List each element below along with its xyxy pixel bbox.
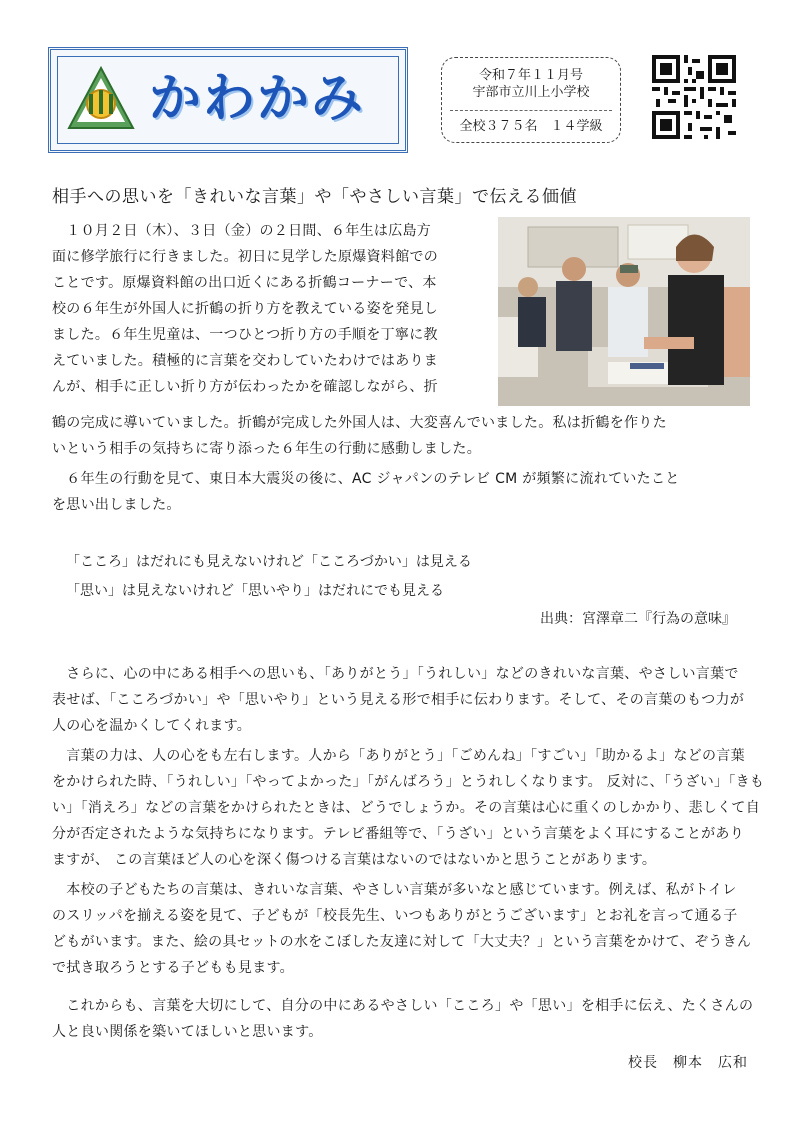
para2-line-12: で拭き取ろうとする子どもも見ます。: [52, 960, 294, 976]
para2-line-6: い」「消えろ」などの言葉をかけられたときは、どうでしょうか。その言葉は心に重くのしかかり、悲しくて自: [52, 800, 760, 816]
masthead: [48, 47, 408, 153]
para2-line-3: 人の心を温かくしてくれます。: [52, 718, 252, 734]
para2-line-11: どもがいます。また、絵の具セットの水をこぼした友達に対して「大丈夫？」という言葉をかけて、ぞうきん: [52, 934, 752, 950]
para1-line-8: 鶴の完成に導いていました。折鶴が完成した外国人は、大変喜んでいました。私は折鶴を作りた: [52, 415, 667, 431]
para1-line-1: １０月２日（木）、３日（金）の２日間、６年生は広島方: [52, 223, 432, 239]
para1-line-7: んが、相手に正しい折り方が伝わったかを確認しながら、折: [52, 379, 438, 395]
para2-line-14: 人と良い関係を築いてほしいと思います。: [52, 1024, 323, 1040]
para1-line-3: ことです。原爆資料館の出口近くにある折鶴コーナーで、本: [52, 275, 437, 291]
school-emblem-icon: [65, 64, 137, 134]
school-stats: 全校３７５名 １４学級: [459, 119, 603, 134]
para2-line-7: 分が否定されたような気持ちになります。テレビ番組等で、「うざい」という言葉をよく耳にすることがあり: [52, 826, 745, 842]
quote-line-1: 「こころ」はだれにも見えないけれど「こころづかい」は見える: [66, 554, 472, 570]
para1-line-11: を思い出しました。: [52, 497, 181, 513]
qr-code-icon[interactable]: [652, 55, 736, 139]
issue-divider: [450, 110, 612, 111]
quote-line-2: 「思い」は見えないけれど「思いやり」はだれにでも見える: [66, 583, 444, 599]
para2-line-5: をかけられた時、「うれしい」「やってよかった」「がんばろう」とうれしくなります。 反対に、「うざい」「きも: [52, 774, 765, 790]
para2-line-4: 言葉の力は、人の心をも左右します。人から「ありがとう」「ごめんね」「すごい」「助かるよ」などの言葉: [52, 748, 745, 764]
principal-signature: 校長 柳本 広和: [628, 1055, 748, 1071]
issue-info-box: [441, 57, 621, 143]
para1-line-10: ６年生の行動を見て、東日本大震災の後に、AC ジャパンのテレビ CM が頻繁に流れていたこと: [52, 471, 680, 487]
issue-number: 令和７年１１月号: [478, 68, 583, 83]
para2-line-2: 表せば、「こころづかい」や「思いやり」という見える形で相手に伝わります。そして、その言葉のもつ力が: [52, 692, 745, 708]
quote-source: 出典：宮澤章二『行為の意味』: [540, 611, 736, 627]
para2-line-8: ますが、 この言葉ほど人の心を深く傷つける言葉はないのではないかと思うことがあります。: [52, 852, 657, 868]
para1-line-9: いという相手の気持ちに寄り添った６年生の行動に感動しました。: [52, 441, 481, 457]
para1-line-5: ました。６年生児童は、一つひとつ折り方の手順を丁寧に教: [52, 327, 438, 343]
para1-line-4: 校の６年生が外国人に折鶴の折り方を教えている姿を発見し: [52, 301, 439, 317]
photo-students-folding-cranes: [498, 217, 750, 406]
para2-line-9: 本校の子どもたちの言葉は、きれいな言葉、やさしい言葉が多いなと感じています。例えば、私がトイレ: [52, 882, 737, 898]
para2-line-1: さらに、心の中にある相手への思いも、「ありがとう」「うれしい」などのきれいな言葉、やさしい言葉で: [52, 666, 739, 682]
para2-line-10: のスリッパを揃える姿を見て、子どもが「校長先生、いつもありがとうございます」とお礼を言って通る子: [52, 908, 738, 924]
article-headline: 相手への思いを「きれいな言葉」や「やさしい言葉」で伝える価値: [52, 187, 577, 207]
para1-line-6: えていました。積極的に言葉を交わしていたわけではありま: [52, 353, 439, 369]
para1-line-2: 面に修学旅行に行きました。初日に見学した原爆資料館での: [52, 249, 439, 265]
school-name: 宇部市立川上小学校: [472, 85, 590, 100]
newsletter-title: かわかみ: [149, 69, 366, 129]
para2-line-13: これからも、言葉を大切にして、自分の中にあるやさしい「こころ」や「思い」を相手に伝え、たくさんの: [52, 998, 754, 1014]
